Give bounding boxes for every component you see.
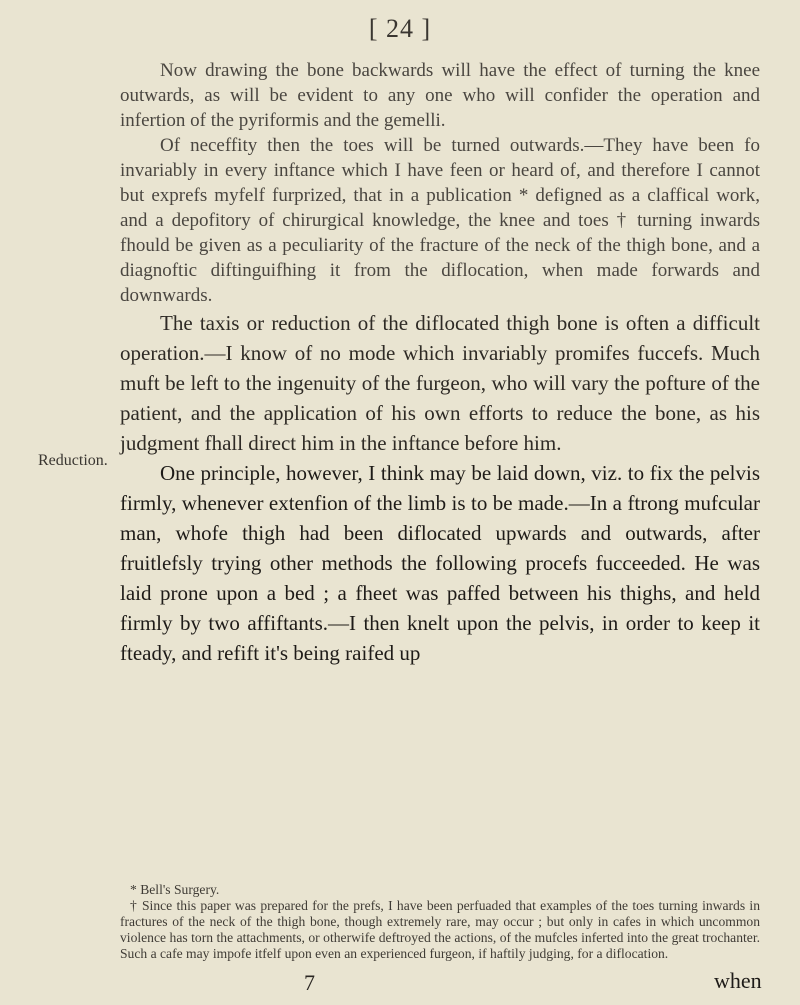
margin-note: Reduction. [38,452,108,469]
paragraph-3: The taxis or reduction of the diflocated thigh bone is often a difficult operation.—I know of no mode which invariably promifes fuccefs. Much muft be left to the ingenuity of the furgeon, who will vary the pofture of the patient, and the application of his own efforts to reduce the bone, as his judgment fhall direct him in the inftance before him. [120,311,760,455]
signature-mark: 7 [304,970,315,995]
page-number: [ 24 ] [368,14,432,43]
paragraph-1: Now drawing the bone backwards will have the effect of turning the knee outwards, as will be evident to any one who will confider the operation and infertion of the pyriformis and the gemelli. [120,60,760,131]
paragraph-2: Of neceffity then the toes will be turned outwards.—They have been fo invariably in every inftance which I have feen or heard of, and therefore I cannot but exprefs myfelf furprized, that in a publication * defigned as a claffical work, and a depofitory of chirurgical knowledge, the knee and toes † turning inwards fhould be given as a peculiarity of the fracture of the neck of the thigh bone, and a diagnoftic diftinguifhing it from the diflocation, when made forwards and downwards. [120,135,760,306]
footnote-1: * Bell's Surgery. [130,882,220,897]
body-text [120,58,760,668]
paragraph-4: One principle, however, I think may be laid down, viz. to fix the pelvis firmly, whenever extenfion of the limb is to be made.—In a ftrong mufcular man, whofe thigh had been diflocated upwards and outwards, after fruitlefsly trying other methods the following procefs fucceeded. He was laid prone upon a bed ; a fheet was paffed between his thighs, and held firmly by two affiftants.—I then knelt upon the pelvis, in order to keep it fteady, and refift it's being raifed up [120,461,760,665]
footnote-2: † Since this paper was prepared for the prefs, I have been perfuaded that examples of the toes turning inwards in fractures of the neck of the thigh bone, though extremely rare, may occur ; but only in cafes in which uncommon violence has torn the attachments, or otherwife deftroyed the actions, of the mufcles inferted into the great trochanter. Such a cafe may impofe itfelf upon even an experienced furgeon, if haftily judging, for a diflocation. [120,898,760,961]
footnotes [120,882,760,962]
catchword: when [714,968,762,993]
